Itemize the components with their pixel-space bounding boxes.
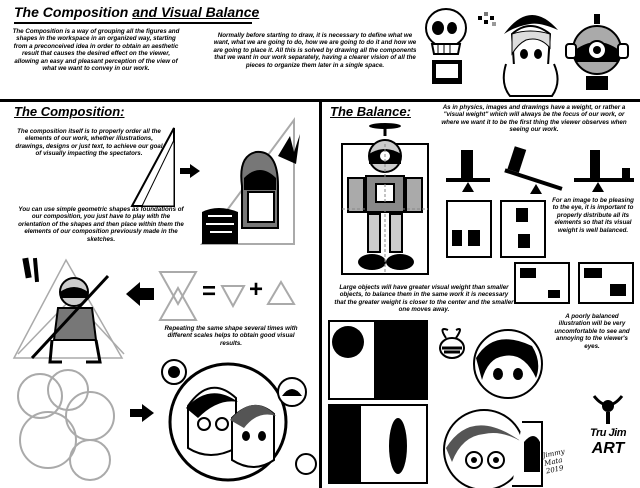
section-divider-vertical [319,99,322,488]
brand-logo-text-top: Tru Jim [589,427,627,439]
arrow-right-icon-2 [130,404,154,422]
composition-text-3: Repeating the same shape several times with different scales helps to obtain good visual results. [164,325,298,347]
girl-with-hat-illustration [500,4,562,98]
arrow-right-icon [180,164,200,178]
composition-text-1: The composition itself is to properly order all the elements of our work, whether illustrations, drawings, designs or just text, to achieve our goal of visually impacting the spectators. [15,128,163,158]
hooded-character-in-triangle [198,116,308,250]
inverted-triangle-shape [220,284,246,308]
equals-sign: = [202,278,217,305]
offset-seesaw-diagram [574,148,634,194]
title-underlined-visual-balance: Visual Balance [161,4,260,20]
title-rule [14,22,252,24]
balance-text-3: Large objects will have greater visual weight than smaller objects, to balance them in the same work it is necessary that the greater weight is closer to the center and the smaller one moves away. [334,284,514,314]
brand-logo-text-bottom: ART [591,440,625,457]
pixel-squares-icon [478,12,498,28]
girl-with-glasses-illustration [432,402,544,486]
author-signature: Jimmy Mata 2019 [541,447,566,476]
title-underlined-part: and [132,4,161,20]
triangle-shape-outline [126,122,182,212]
intro-left-text: The Composition is a way of grouping all the figures and shapes in the workspace in an organized way, starting from a preconceived idea in order to obtain an aesthetic result that causes the desired effect on the viewer, allowing an easy and pleasant perception of the view of what we want to convey in our work. [12,28,180,73]
characters-in-circles-illustration [158,352,318,484]
balance-box-example-4 [578,262,634,304]
robot-head-illustration [566,14,630,98]
brand-logo-icon [590,392,626,426]
balance-box-example-1 [446,200,492,258]
page-title: The Composition and Visual Balance [14,4,260,20]
overlapping-circles-shape [12,366,124,482]
balance-text-4: A poorly balanced illustration will be very uncomfortable to see and annoying to the viewer's eyes. [554,313,630,350]
arrow-left-icon [126,282,154,306]
overlapping-triangles-shape [156,268,200,324]
tilted-seesaw-diagram [504,148,566,194]
balance-text-1: As in physics, images and drawings have a weight, or rather a "visual weight" which will always be the focus of our work, or where we want it to be the first thing the viewer observes when seeing our work. [441,104,627,134]
balance-text-2: For an image to be pleasing to the eye, it is important to properly distribute all its elements so that its visual weight is well balanced. [552,197,634,234]
circle-square-weight-panel [328,320,428,400]
split-ellipse-weight-panel [328,404,428,484]
balance-box-example-2 [500,200,546,258]
warrior-character-illustration [12,258,130,368]
upright-triangle-shape [266,280,296,306]
composition-heading: The Composition: [14,104,125,119]
bee-girl-illustration [432,322,542,406]
balance-heading: The Balance: [330,104,411,119]
composition-text-2: You can use simple geometric shapes as foundations of our composition, you just have to play with the orientation of the shapes and then place within them the elements of our composition previously made in the sketches. [18,206,184,243]
intro-right-text: Normally before starting to draw, it is necessary to define what we want, what we are going to do, how we are going to do it and how we are going to place it. All this is solved by drawing all the components that we want in our work separately, having a clearer vision of all the pieces to organize them later in a single space. [213,32,417,69]
balanced-seesaw-diagram [446,148,490,194]
balance-box-example-3 [514,262,570,304]
plus-sign: + [249,276,264,303]
skull-illustration [420,6,476,90]
robot-character-illustration [328,122,438,282]
